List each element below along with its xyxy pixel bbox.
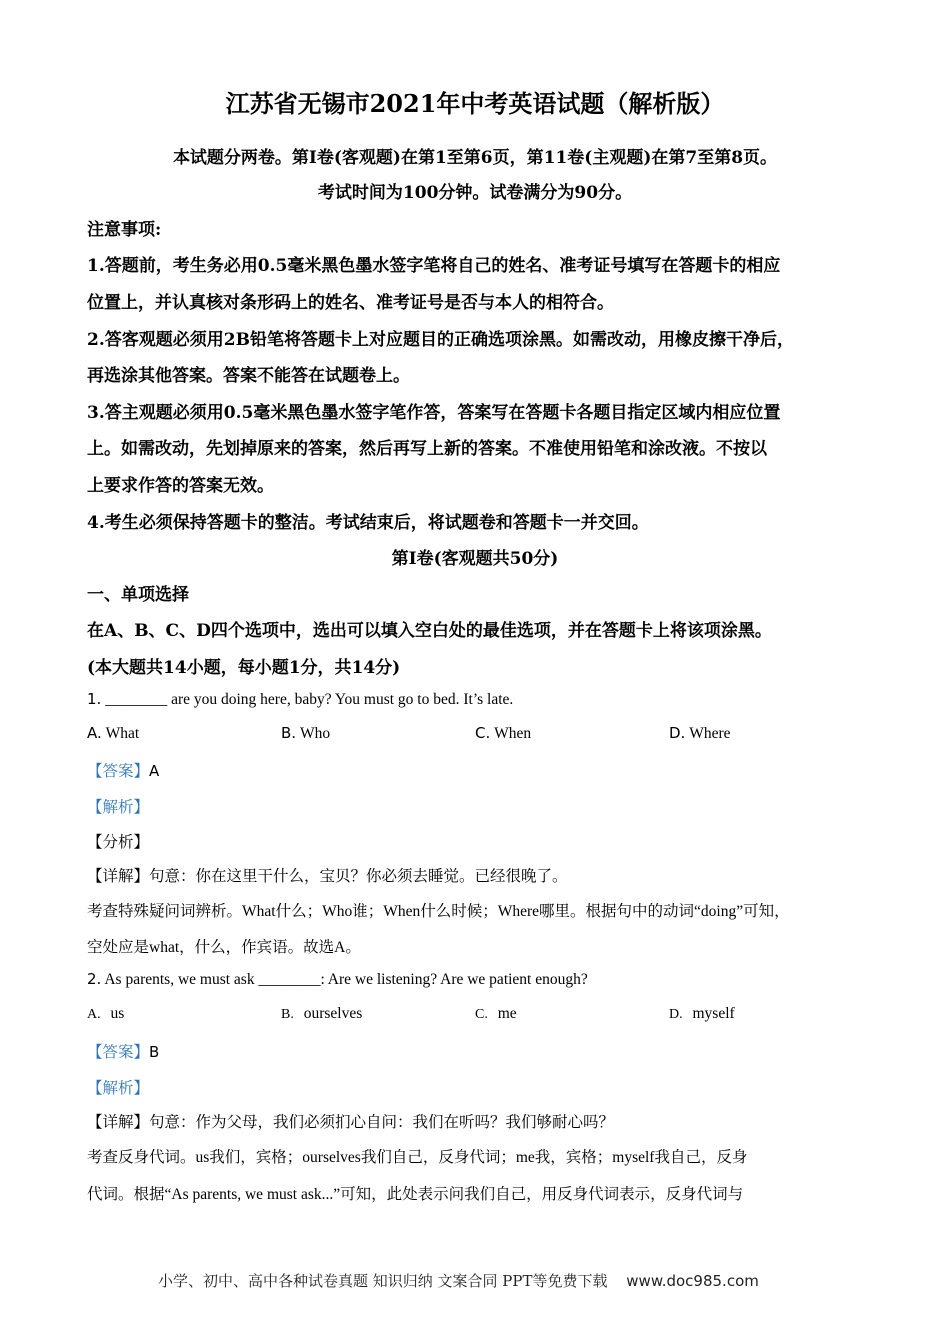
detail-tag: 【详解】 (87, 1114, 150, 1131)
explanation-line: 考查特殊疑问词辨析。What什么；Who谁；When什么时候；Where哪里。根据句中的动词“doing”可知， (87, 903, 790, 920)
detail-line (87, 864, 568, 886)
notes-heading: 注意事项: (87, 220, 162, 240)
section-instruction: 在A、B、C、D四个选项中，选出可以填入空白处的最佳选项，并在答题卡上将该项涂黑。 (87, 621, 772, 641)
answer-line (87, 1040, 159, 1062)
question-2 (87, 970, 588, 989)
option-c: C. When (475, 724, 532, 742)
fenxi-tag: 【分析】 (87, 834, 150, 851)
option-d: D. myself (669, 1005, 735, 1022)
intro-line-2: 考试时间为100分钟。试卷满分为90分。 (317, 183, 633, 203)
option-b: B. ourselves (281, 1005, 363, 1022)
question-stem: As parents, we must ask ________: Are we listening? Are we patient enough? (104, 971, 588, 988)
detail-line (87, 1110, 614, 1132)
notes-line: 再选涂其他答案。答案不能答在试题卷上。 (87, 366, 410, 386)
part-heading: 第I卷(客观题共50分) (391, 549, 559, 569)
page-footer (158, 1270, 759, 1291)
explanation-line: 空处应是what，什么，作宾语。故选A。 (87, 939, 361, 956)
detail-text: 句意：作为父母，我们必须扪心自问：我们在听吗？我们够耐心吗？ (149, 1114, 615, 1131)
notes-line: 1.答题前，考生务必用0.5毫米黑色墨水签字笔将自己的姓名、准考证号填写在答题卡的相应 (87, 256, 781, 276)
page-title: 江苏省无锡市2021年中考英语试题（解析版） (225, 89, 725, 118)
notes-line: 上。如需改动，先划掉原来的答案，然后再写上新的答案。不准使用铅笔和涂改液。不按以 (87, 439, 767, 459)
answer-line (87, 759, 159, 781)
option-a: A. us (87, 1005, 125, 1022)
answer-value: A (149, 762, 160, 780)
explanation-line: 代词。根据“As parents, we must ask...”可知，此处表示问我们自己，用反身代词表示，反身代词与 (87, 1186, 744, 1203)
analysis-tag: 【解析】 (87, 1080, 150, 1097)
question-number: 1. (87, 690, 102, 708)
detail-tag: 【详解】 (87, 868, 150, 885)
notes-line: 上要求作答的答案无效。 (87, 476, 274, 496)
intro-line-1: 本试题分两卷。第I卷(客观题)在第1至第6页，第11卷(主观题)在第7至第8页。 (172, 148, 778, 168)
question-number: 2. (87, 970, 102, 988)
notes-line: 3.答主观题必须用0.5毫米黑色墨水签字笔作答，答案写在答题卡各题目指定区域内相应位置 (87, 403, 781, 423)
footer-text: 小学、初中、高中各种试卷真题 知识归纳 文案合同 PPT等免费下载 (158, 1272, 608, 1290)
analysis-tag: 【解析】 (87, 799, 150, 816)
question-stem: ________ are you doing here, baby? You must go to bed. It’s late. (105, 691, 514, 708)
answer-tag: 【答案】 (87, 763, 150, 780)
answer-value: B (149, 1043, 160, 1061)
section-heading: 一、单项选择 (87, 585, 189, 605)
question-1 (87, 690, 513, 709)
notes-line: 2.答客观题必须用2B铅笔将答题卡上对应题目的正确选项涂黑。如需改动，用橡皮擦干净后， (87, 330, 794, 350)
notes-line: 4.考生必须保持答题卡的整洁。考试结束后，将试题卷和答题卡一并交回。 (87, 513, 649, 533)
notes-line: 位置上，并认真核对条形码上的姓名、准考证号是否与本人的相符合。 (87, 293, 614, 313)
option-c: C. me (475, 1005, 517, 1022)
section-instruction-score: (本大题共14小题，每小题1分，共14分) (87, 658, 401, 678)
option-b: B. Who (281, 724, 331, 742)
explanation-line: 考查反身代词。us我们，宾格；ourselves我们自己，反身代词；me我，宾格；myself我自己，反身 (87, 1149, 748, 1166)
option-a: A. What (87, 724, 140, 742)
detail-text: 句意：你在这里干什么，宝贝？你必须去睡觉。已经很晚了。 (149, 868, 568, 885)
answer-tag: 【答案】 (87, 1044, 150, 1061)
option-d: D. Where (669, 724, 731, 742)
footer-url[interactable]: www.doc985.com (626, 1272, 759, 1290)
